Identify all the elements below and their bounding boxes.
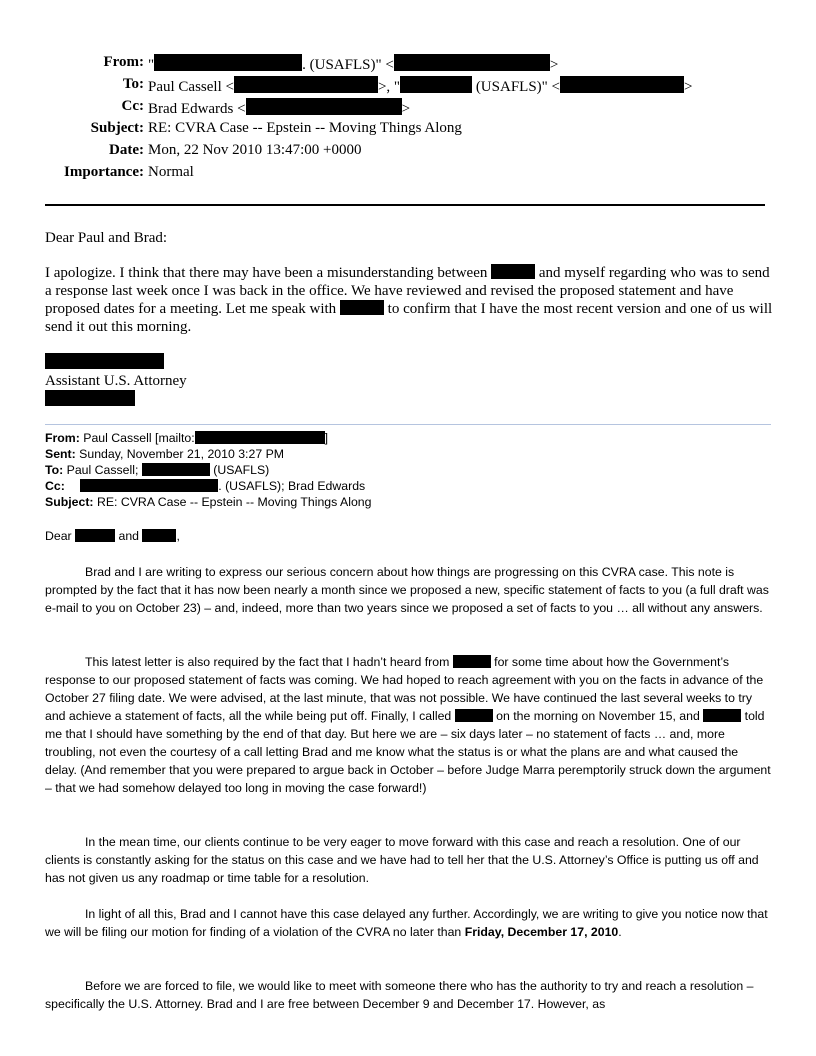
forwarded-header [45, 430, 371, 510]
redaction [453, 655, 491, 668]
forwarded-paragraph-4: In light of all this, Brad and I cannot have this case delayed any further. Accordingly, we are writing to give you notice now that we will be filing our motion for finding of a violation of the CVRA no later than Friday, December 17, 2010. [45, 907, 768, 939]
signature-contact-redaction [45, 390, 135, 406]
forwarded-cc-row: Cc: . (USAFLS); Brad Edwards [45, 479, 366, 493]
reply-paragraph: I apologize. I think that there may have been a misunderstanding between and myself regarding who was to send a response last week once I was back in the office. We have reviewed and revised the proposed statement and have proposed dates for a meeting. Let me speak with to confirm that I have the most recent version and one of us will send it out this morning. [45, 265, 773, 335]
filing-deadline: Friday, December 17, 2010 [464, 925, 619, 939]
redaction [142, 529, 176, 542]
header-importance-label: Importance: [64, 164, 144, 180]
header-subject-label: Subject: [90, 120, 144, 136]
message-separator [45, 424, 771, 425]
signature-name-redaction [45, 353, 164, 369]
header-cc-value: Brad Edwards < > [148, 98, 410, 118]
redaction [703, 709, 741, 722]
redaction [142, 463, 210, 476]
redaction [455, 709, 493, 722]
forwarded-greeting: Dear and , [45, 529, 180, 543]
redaction [560, 76, 684, 93]
header-subject-value: RE: CVRA Case -- Epstein -- Moving Things Along [148, 120, 462, 136]
forwarded-from-row: From: Paul Cassell [mailto: ] [45, 431, 329, 445]
redaction [340, 300, 384, 315]
forwarded-sent-row: Sent: Sunday, November 21, 2010 3:27 PM [45, 447, 285, 461]
forwarded-paragraph-3: In the mean time, our clients continue to be very eager to move forward with this case and reach a resolution. One of our clients is constantly asking for the status on this case and we have had to tell her that the U.S. Attorney’s Office is putting us off and has not given us any roadmap or time table for a resolution. [45, 835, 759, 885]
header-divider [45, 204, 765, 206]
redaction [246, 98, 402, 115]
forwarded-paragraph-1: Brad and I are writing to express our serious concern about how things are progressing on this CVRA case. This note is prompted by the fact that it has now been nearly a month since we proposed a new, specific statement of facts to you (a full draft was e-mail to you on October 23) – and, indeed, more than two years since we proposed a set of facts to you … all without any answers. [45, 565, 769, 615]
redaction [234, 76, 378, 93]
redaction [400, 76, 472, 93]
header-date-label: Date: [109, 142, 144, 158]
redaction [80, 479, 218, 492]
forwarded-paragraph-2: This latest letter is also required by the fact that I hadn’t heard from for some time about how the Government’s response to our proposed statement of facts was coming. We had hoped to reach agreement with you on the facts in advance of the October 27 filing date. We were advised, at the last minute, that was not possible. We have continued the last several weeks to try and achieve a statement of facts, all the while being put off. Finally, I called on the morning on November 15, and told me that I should have something by the end of that day. But here we are – six days later – no statement of facts … and, more troubling, not even the courtesy of a call letting Brad and me know what the status is or what the plans are and what caused the delay. (And remember that you were prepared to argue back in October – before Judge Marra peremptorily struck down the argument – that we had somehow delayed too long in moving the case forward!) [45, 655, 771, 795]
redaction [195, 431, 325, 444]
header-importance-value: Normal [148, 164, 194, 180]
redaction [394, 54, 550, 71]
header-date-value: Mon, 22 Nov 2010 13:47:00 +0000 [148, 142, 362, 158]
forwarded-subject-row: Subject: RE: CVRA Case -- Epstein -- Moving Things Along [45, 495, 372, 509]
header-from-value: " . (USAFLS)" < > [148, 54, 558, 74]
reply-greeting: Dear Paul and Brad: [45, 230, 168, 246]
forwarded-paragraph-5: Before we are forced to file, we would like to meet with someone there who has the authority to try and reach a resolution – specifically the U.S. Attorney. Brad and I are free between December 9 and December 17. However, as [45, 979, 754, 1011]
forwarded-to-row: To: Paul Cassell; (USAFLS) [45, 463, 270, 477]
signature-title: Assistant U.S. Attorney [45, 373, 187, 389]
redaction [75, 529, 115, 542]
header-cc-label: Cc: [121, 98, 144, 114]
redaction [154, 54, 302, 71]
header-to-value: Paul Cassell < >, " (USAFLS)" < > [148, 76, 692, 96]
redaction [491, 264, 535, 279]
header-from-label: From: [103, 54, 144, 70]
header-to-label: To: [122, 76, 144, 92]
